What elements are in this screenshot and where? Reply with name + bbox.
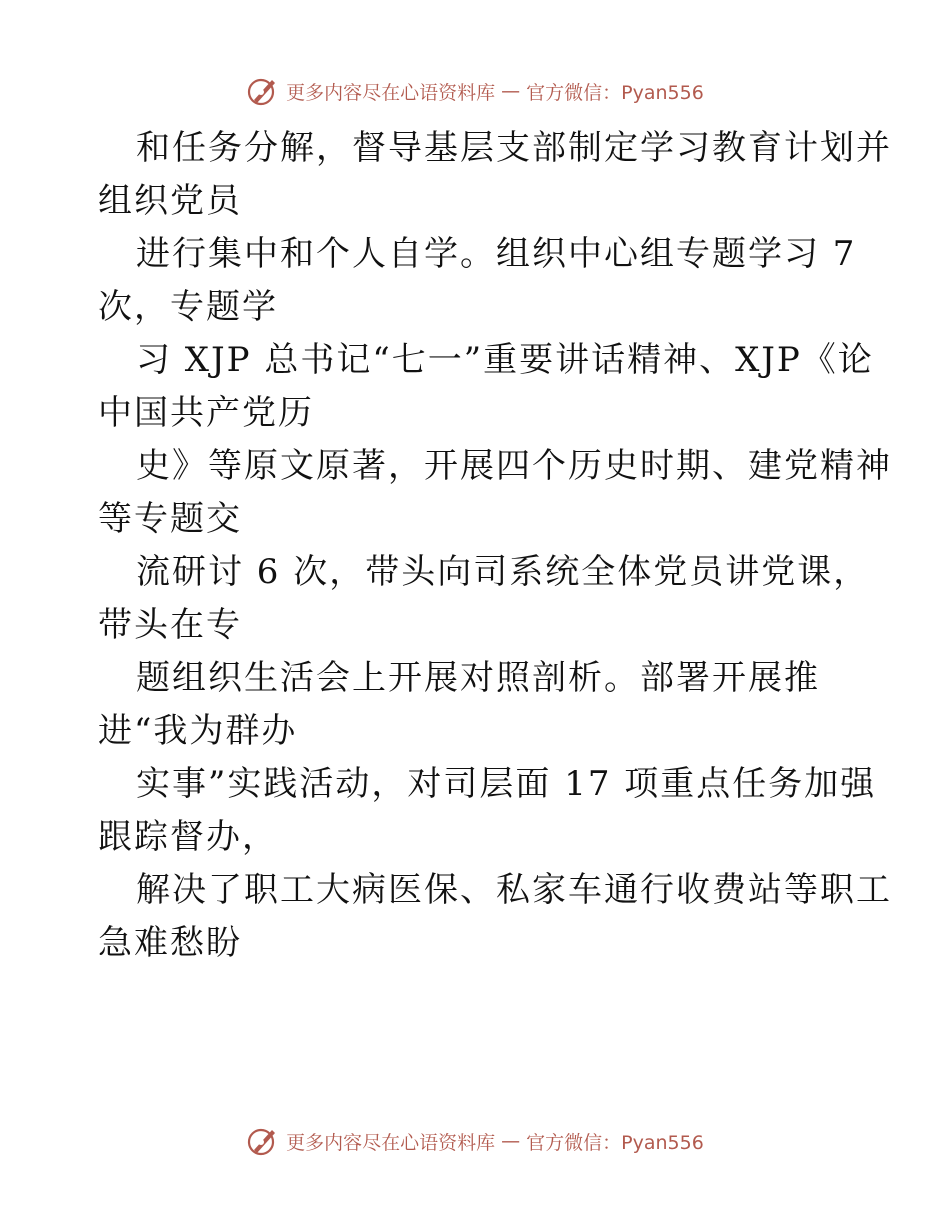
body-line: 等专题交	[98, 499, 242, 539]
body-line: 跟踪督办，	[98, 817, 278, 857]
pen-logo-icon	[246, 74, 280, 108]
body-line: 流研讨 6 次，带头向司系统全体党员讲党课，	[136, 552, 870, 592]
header-watermark	[0, 74, 950, 108]
body-line: 带头在专	[98, 605, 242, 645]
body-line: 习 XJP 总书记“七一”重要讲话精神、XJP《论	[136, 340, 874, 380]
body-line: 进“我为群办	[98, 711, 298, 751]
body-line: 中国共产党历	[98, 393, 314, 433]
watermark-wechat: 官方微信：Pyan556	[526, 81, 704, 104]
body-line: 题组织生活会上开展对照剖析。部署开展推	[136, 658, 820, 698]
body-line: 进行集中和个人自学。组织中心组专题学习 7	[136, 234, 857, 274]
body-line: 组织党员	[98, 181, 242, 221]
body-line: 实事”实践活动，对司层面 17 项重点任务加强	[136, 764, 877, 804]
watermark-text: 更多内容尽在心语资料库	[286, 81, 496, 104]
body-line: 史》等原文原著，开展四个历史时期、建党精神	[136, 446, 892, 486]
watermark-separator: —	[501, 80, 521, 102]
pen-logo-icon	[246, 1124, 280, 1158]
watermark-text: 更多内容尽在心语资料库	[286, 1131, 496, 1154]
watermark-separator: —	[501, 1130, 521, 1152]
footer-watermark	[0, 1124, 950, 1158]
body-line: 和任务分解，督导基层支部制定学习教育计划并	[136, 128, 892, 168]
watermark-wechat: 官方微信：Pyan556	[526, 1131, 704, 1154]
body-line: 次，专题学	[98, 287, 278, 327]
body-line: 急难愁盼	[98, 923, 242, 963]
document-body	[98, 122, 892, 970]
body-line: 解决了职工大病医保、私家车通行收费站等职工	[136, 870, 892, 910]
